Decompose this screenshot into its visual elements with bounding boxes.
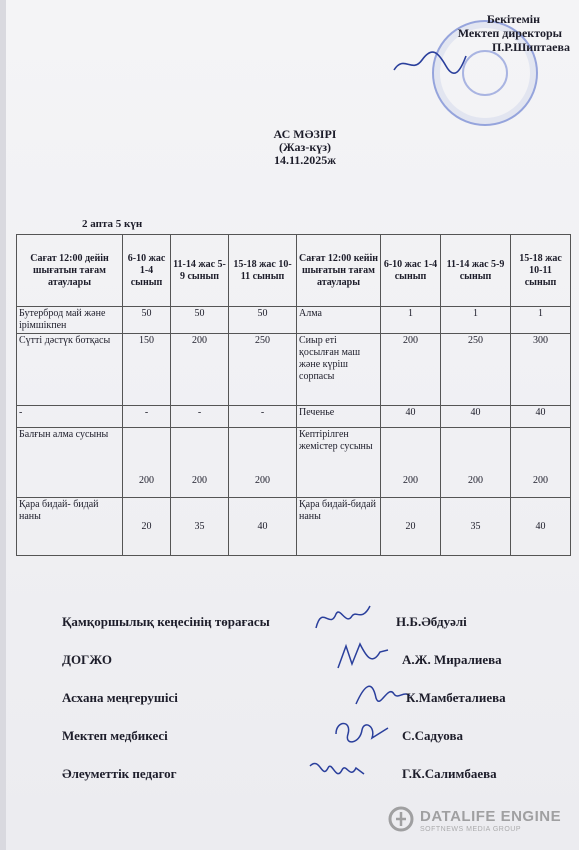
document-title-block bbox=[180, 128, 430, 167]
header-age-15-18: 15-18 жас 10-11 сынып bbox=[511, 235, 571, 307]
portion-cell: 200 bbox=[381, 334, 441, 406]
morning-dish: Қара бидай- бидай наны bbox=[17, 498, 123, 556]
morning-dish: - bbox=[17, 406, 123, 428]
portion-cell: 200 bbox=[511, 428, 571, 498]
morning-dish: Балғын алма сусыны bbox=[17, 428, 123, 498]
portion-cell: 40 bbox=[381, 406, 441, 428]
portion-cell: 40 bbox=[511, 498, 571, 556]
afternoon-dish: Алма bbox=[297, 307, 381, 334]
approval-block bbox=[400, 12, 570, 54]
watermark-title: DATALIFE ENGINE bbox=[420, 808, 562, 825]
portion-cell: 20 bbox=[381, 498, 441, 556]
portion-cell: 1 bbox=[381, 307, 441, 334]
portion-cell: 150 bbox=[123, 334, 171, 406]
header-after-noon: Сағат 12:00 кейін шығатын тағам атаулары bbox=[297, 235, 381, 307]
portion-cell: 50 bbox=[171, 307, 229, 334]
portion-cell: 250 bbox=[229, 334, 297, 406]
portion-cell: - bbox=[229, 406, 297, 428]
afternoon-dish: Печенье bbox=[297, 406, 381, 428]
portion-cell: 50 bbox=[123, 307, 171, 334]
handwritten-signature bbox=[332, 638, 392, 674]
portion-cell: 40 bbox=[229, 498, 297, 556]
morning-dish: Сүтті дәстүк ботқасы bbox=[17, 334, 123, 406]
header-age-6-10: 6-10 жас 1-4 сынып bbox=[381, 235, 441, 307]
signatory-name: А.Ж. Миралиева bbox=[402, 652, 502, 667]
portion-cell: 250 bbox=[441, 334, 511, 406]
signatory-name: С.Садуова bbox=[402, 728, 463, 743]
week-label: 2 апта 5 күн bbox=[82, 218, 143, 230]
signature-row bbox=[62, 686, 562, 710]
portion-cell: 1 bbox=[441, 307, 511, 334]
approval-director-name: П.Р.Шиптаева bbox=[491, 40, 570, 54]
portion-cell: 35 bbox=[171, 498, 229, 556]
portion-cell: 200 bbox=[171, 428, 229, 498]
handwritten-signature bbox=[352, 676, 412, 712]
portion-cell: 1 bbox=[511, 307, 571, 334]
header-age-11-14: 11-14 жас 5-9 сынып bbox=[171, 235, 229, 307]
portion-cell: 200 bbox=[381, 428, 441, 498]
header-age-15-18: 15-18 жас 10-11 сынып bbox=[229, 235, 297, 307]
watermark-logo-icon bbox=[388, 806, 414, 832]
signatory-role: Әлеуметтік педагог bbox=[62, 766, 177, 781]
afternoon-dish: Сиыр еті қосылған маш және күріш сорпасы bbox=[297, 334, 381, 406]
header-age-11-14: 11-14 жас 5-9 сынып bbox=[441, 235, 511, 307]
portion-cell: - bbox=[171, 406, 229, 428]
menu-table bbox=[16, 234, 571, 556]
signature-row bbox=[62, 724, 562, 748]
signatory-name: Г.К.Салимбаева bbox=[402, 766, 497, 781]
header-before-noon: Сағат 12:00 дейін шығатын тағам атаулары bbox=[17, 235, 123, 307]
signatory-name: К.Мамбеталиева bbox=[406, 690, 506, 705]
portion-cell: 300 bbox=[511, 334, 571, 406]
portion-cell: 40 bbox=[511, 406, 571, 428]
portion-cell: 50 bbox=[229, 307, 297, 334]
signature-row bbox=[62, 610, 562, 634]
table-row bbox=[17, 307, 571, 334]
signatory-role: Мектеп медбикесі bbox=[62, 728, 168, 743]
afternoon-dish: Кептірілген жемістер сусыны bbox=[297, 428, 381, 498]
document-date: 14.11.2025ж bbox=[273, 153, 337, 167]
approval-position: Мектеп директоры bbox=[457, 26, 562, 40]
portion-cell: 200 bbox=[229, 428, 297, 498]
table-row bbox=[17, 498, 571, 556]
signature-row bbox=[62, 762, 562, 786]
document-title: АС МӘЗІРІ bbox=[273, 127, 337, 141]
document-season: (Жаз-күз) bbox=[278, 140, 332, 154]
signatory-role: Асхана меңгерушісі bbox=[62, 690, 178, 705]
signatory-name: Н.Б.Әбдуәлі bbox=[396, 614, 467, 629]
handwritten-signature bbox=[312, 600, 372, 636]
handwritten-signature bbox=[306, 752, 366, 788]
portion-cell: 35 bbox=[441, 498, 511, 556]
table-row bbox=[17, 334, 571, 406]
header-age-6-10: 6-10 жас 1-4 сынып bbox=[123, 235, 171, 307]
table-header-row bbox=[17, 235, 571, 307]
approval-heading: Бекітемін bbox=[486, 12, 540, 26]
portion-cell: 200 bbox=[123, 428, 171, 498]
table-row bbox=[17, 428, 571, 498]
portion-cell: 20 bbox=[123, 498, 171, 556]
watermark bbox=[388, 806, 568, 836]
morning-dish: Бутерброд май және ірімшікпен bbox=[17, 307, 123, 334]
signatory-role: Қамқоршылық кеңесінің төрағасы bbox=[62, 614, 270, 629]
signatory-role: ДОГЖО bbox=[62, 652, 112, 667]
table-row bbox=[17, 406, 571, 428]
portion-cell: 200 bbox=[171, 334, 229, 406]
portion-cell: 40 bbox=[441, 406, 511, 428]
portion-cell: - bbox=[123, 406, 171, 428]
page-edge bbox=[0, 0, 6, 850]
portion-cell: 200 bbox=[441, 428, 511, 498]
handwritten-signature bbox=[330, 714, 390, 750]
afternoon-dish: Қара бидай-бидай наны bbox=[297, 498, 381, 556]
watermark-subtitle: SOFTNEWS MEDIA GROUP bbox=[420, 826, 522, 833]
signature-row bbox=[62, 648, 562, 672]
